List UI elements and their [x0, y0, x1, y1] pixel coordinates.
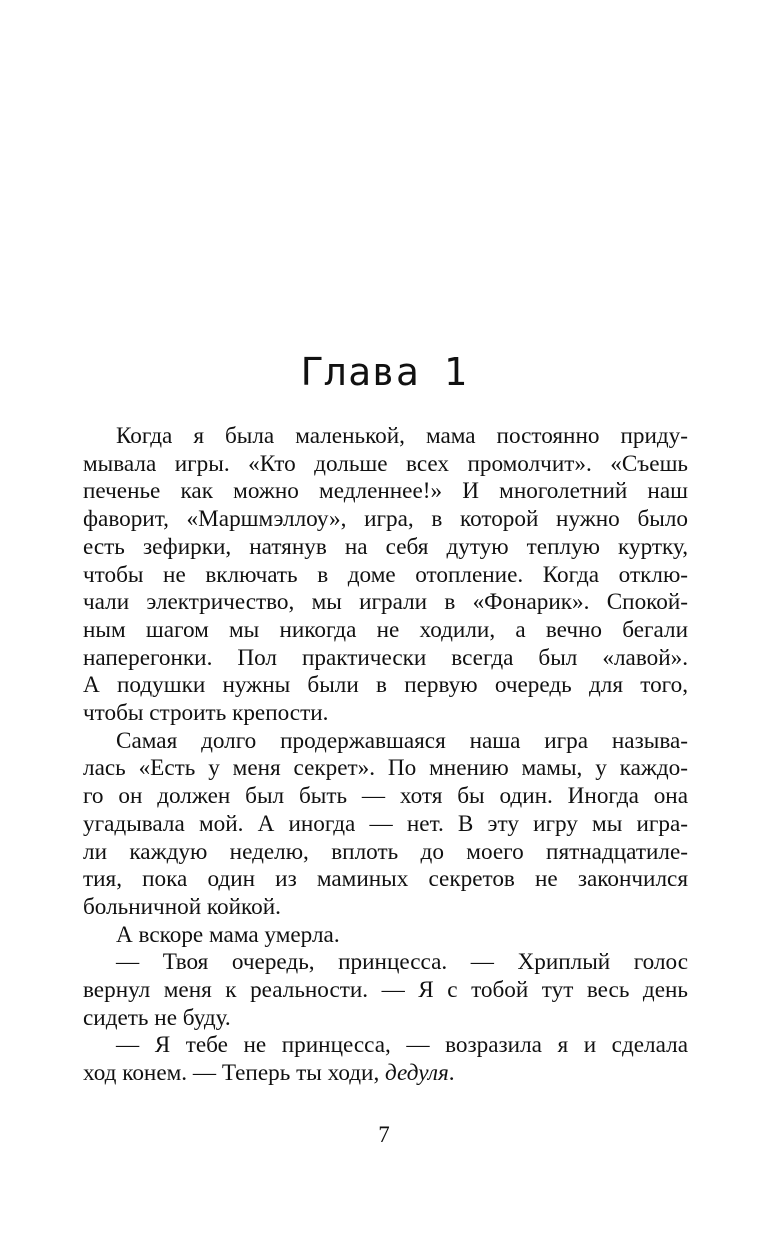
closing-punctuation: .	[448, 1060, 455, 1087]
chapter-body	[83, 423, 688, 1088]
text-line: ным шагом мы никогда не ходили, а вечно бегали	[83, 616, 688, 643]
paragraph-4	[83, 949, 688, 1032]
text-line: — Твоя очередь, принцесса. — Хриплый голос	[116, 949, 688, 976]
paragraph-3	[83, 922, 688, 950]
text-line: лась «Есть у меня секрет». По мнению мамы, у каждо-	[83, 755, 688, 782]
text-line: мывала игры. «Кто дольше всех промолчит». «Съешь	[83, 450, 688, 477]
text-line: угадывала мой. А иногда — нет. В эту игру мы игра-	[83, 810, 688, 837]
text-line: печенье как можно медленнее!» И многолетний наш	[83, 478, 688, 505]
paragraph-1	[83, 423, 688, 728]
text-fragment: ход конем. — Теперь ты ходи,	[83, 1060, 386, 1087]
text-line: вернул меня к реальности. — Я с тобой тут весь день	[83, 977, 688, 1004]
chapter-title: Глава 1	[300, 350, 468, 394]
paragraph-5	[83, 1032, 688, 1087]
text-line-with-italic	[83, 1060, 688, 1088]
text-line: больничной койкой.	[83, 893, 281, 920]
text-line: тия, пока один из маминых секретов не закончился	[83, 866, 688, 893]
text-line: Самая долго продержавшаяся наша игра называ-	[116, 727, 688, 754]
text-line: чтобы не включать в доме отопление. Когда отклю-	[83, 561, 688, 588]
paragraph-2	[83, 728, 688, 922]
text-line: фаворит, «Маршмэллоу», игра, в которой нужно было	[83, 506, 688, 533]
text-line: есть зефирки, натянув на себя дутую теплую куртку,	[83, 533, 688, 560]
italic-word: дедуля	[385, 1060, 449, 1087]
text-line: сидеть не буду.	[83, 1004, 231, 1031]
text-line: наперегонки. Пол практически всегда был «лавой».	[83, 644, 688, 671]
text-line: чтобы строить крепости.	[83, 700, 329, 727]
text-line: Когда я была маленькой, мама постоянно приду-	[116, 423, 688, 449]
text-line: А вскоре мама умерла.	[116, 921, 340, 948]
text-line: го он должен был быть — хотя бы один. Иногда она	[83, 783, 688, 810]
text-line: чали электричество, мы играли в «Фонарик». Спокой-	[83, 589, 688, 616]
page-number: 7	[378, 1122, 390, 1147]
text-line: ли каждую неделю, вплоть до моего пятнадцатиле-	[83, 838, 688, 865]
text-line: А подушки нужны были в первую очередь для того,	[83, 672, 688, 699]
text-line: — Я тебе не принцесса, — возразила я и сделала	[116, 1032, 688, 1059]
